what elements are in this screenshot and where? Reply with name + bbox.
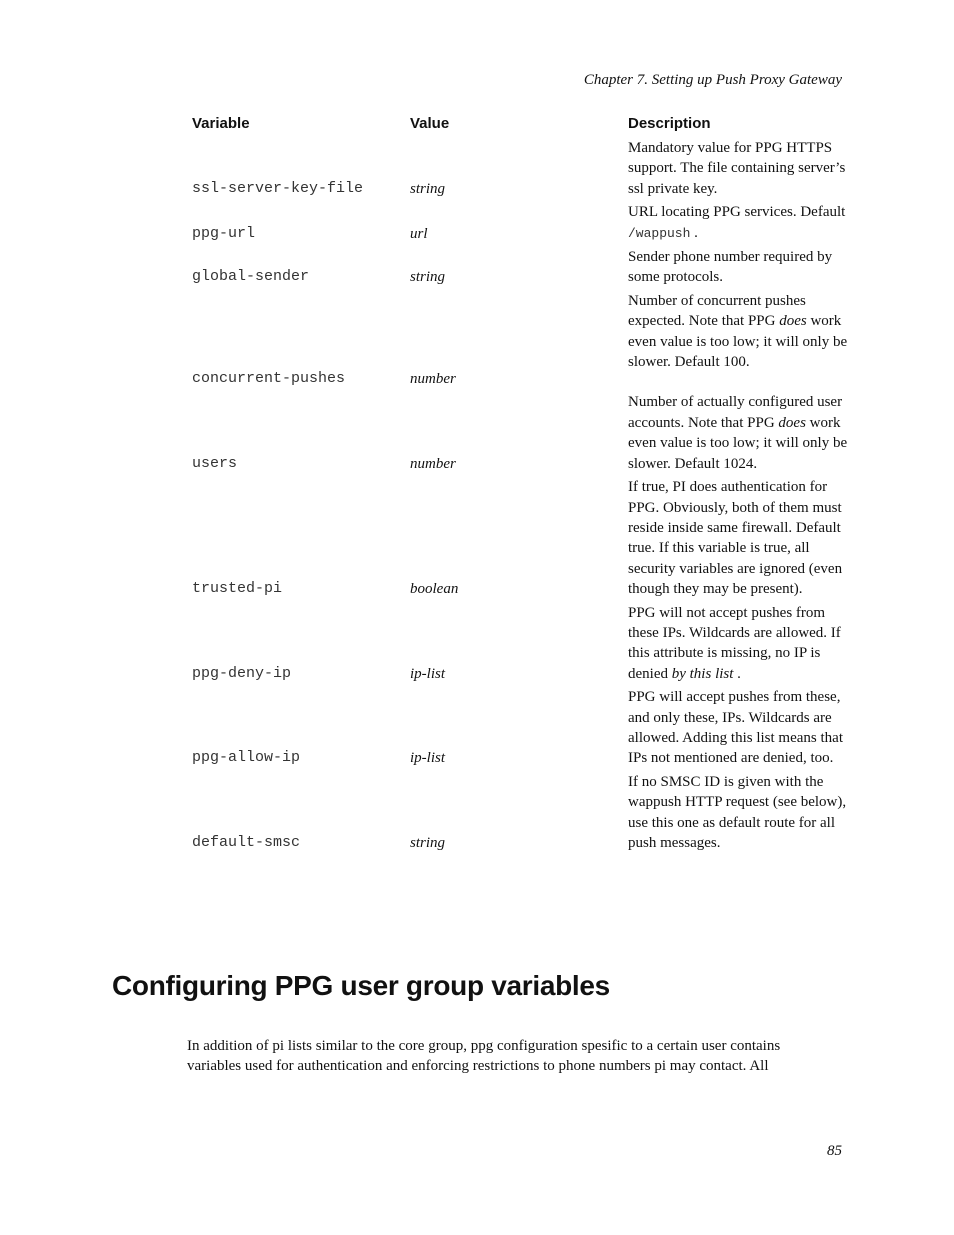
variable-name: ppg-deny-ip (192, 664, 292, 682)
variable-type: number (410, 455, 456, 472)
description-text: work even value is too low; it will only be slower. Default 1024. (628, 414, 848, 472)
description-text: PPG will not accept pushes from these IPs. Wildcards are allowed. If this attribute is missing, no IP is denied (628, 604, 841, 682)
variable-name: ssl-server-key-file (192, 179, 364, 197)
variable-description (624, 685, 848, 770)
table-row (188, 601, 848, 686)
table-header-row (188, 112, 848, 136)
default-url-code: /wappush (628, 225, 691, 241)
variable-type: string (410, 269, 446, 286)
variable-description (624, 289, 848, 391)
variable-type: string (410, 835, 446, 851)
variable-name: trusted-pi (192, 580, 283, 598)
table-row (188, 289, 848, 391)
description-text: Number of actually configured user accounts. Note that PPG (628, 394, 843, 431)
variable-description (624, 136, 848, 200)
running-header: Chapter 7. Setting up Push Proxy Gateway (583, 72, 842, 88)
description-text: If true, PI does authentication for PPG. Obviously, both of them must reside inside same firewall. Default true. If this variable is true, all security variables are ignored (even though they may be present). (628, 479, 843, 598)
description-text: work even value is too low; it will only be slower. Default 100. (628, 313, 848, 371)
variable-name: ppg-allow-ip (192, 749, 301, 767)
variable-description (624, 245, 848, 289)
section-paragraph: In addition of pi lists similar to the core group, ppg configuration spesific to a certain user contains variables used for authentication and enforcing restrictions to phone numbers pi may contact. All (187, 1038, 781, 1075)
variable-description (624, 770, 848, 855)
emphasis-text: by this list (671, 665, 734, 682)
table-row (188, 390, 848, 475)
table-row (188, 245, 848, 289)
table-row (188, 685, 848, 770)
description-text: . (733, 665, 741, 682)
table-row (188, 136, 848, 200)
description-text: . (690, 224, 698, 241)
variable-type: boolean (410, 581, 459, 598)
variable-name: concurrent-pushes (192, 370, 346, 388)
configuration-variables-table (188, 112, 848, 854)
table-row (188, 770, 848, 855)
variable-description (624, 390, 848, 475)
description-text: Number of concurrent pushes expected. Note that PPG (628, 292, 806, 330)
column-header-variable: Variable (192, 115, 250, 132)
description-text: URL locating PPG services. Default (628, 204, 846, 221)
description-text: If no SMSC ID is given with the wappush HTTP request (see below), use this one as default route for all push messages. (628, 773, 847, 851)
table-row (188, 200, 848, 245)
variable-type: url (410, 225, 428, 242)
variable-type: ip-list (410, 750, 446, 767)
variable-description (624, 475, 848, 600)
section-heading: Configuring PPG user group variables (112, 970, 610, 1001)
description-text: PPG will accept pushes from these, and only these, IPs. Wildcards are allowed. Adding this list means that IPs not mentioned are denied, too. (628, 689, 843, 767)
emphasis-text: does (778, 414, 806, 431)
emphasis-text: does (779, 313, 807, 330)
variable-description (624, 601, 848, 686)
description-text: Sender phone number required by some protocols. (628, 249, 833, 286)
column-header-description: Description (628, 115, 711, 132)
variable-name: ppg-url (192, 224, 256, 242)
variable-type: string (410, 180, 446, 197)
variable-name: default-smsc (192, 834, 301, 851)
variable-type: number (410, 371, 456, 388)
variable-description (624, 200, 848, 245)
variable-type: ip-list (410, 665, 446, 682)
column-header-value: Value (410, 115, 450, 132)
variable-name: users (192, 454, 238, 472)
description-text: Mandatory value for PPG HTTPS support. The file containing server’s ssl private key. (628, 140, 846, 197)
variable-name: global-sender (192, 268, 310, 286)
page-number: 85 (827, 1143, 842, 1159)
table-row (188, 475, 848, 600)
